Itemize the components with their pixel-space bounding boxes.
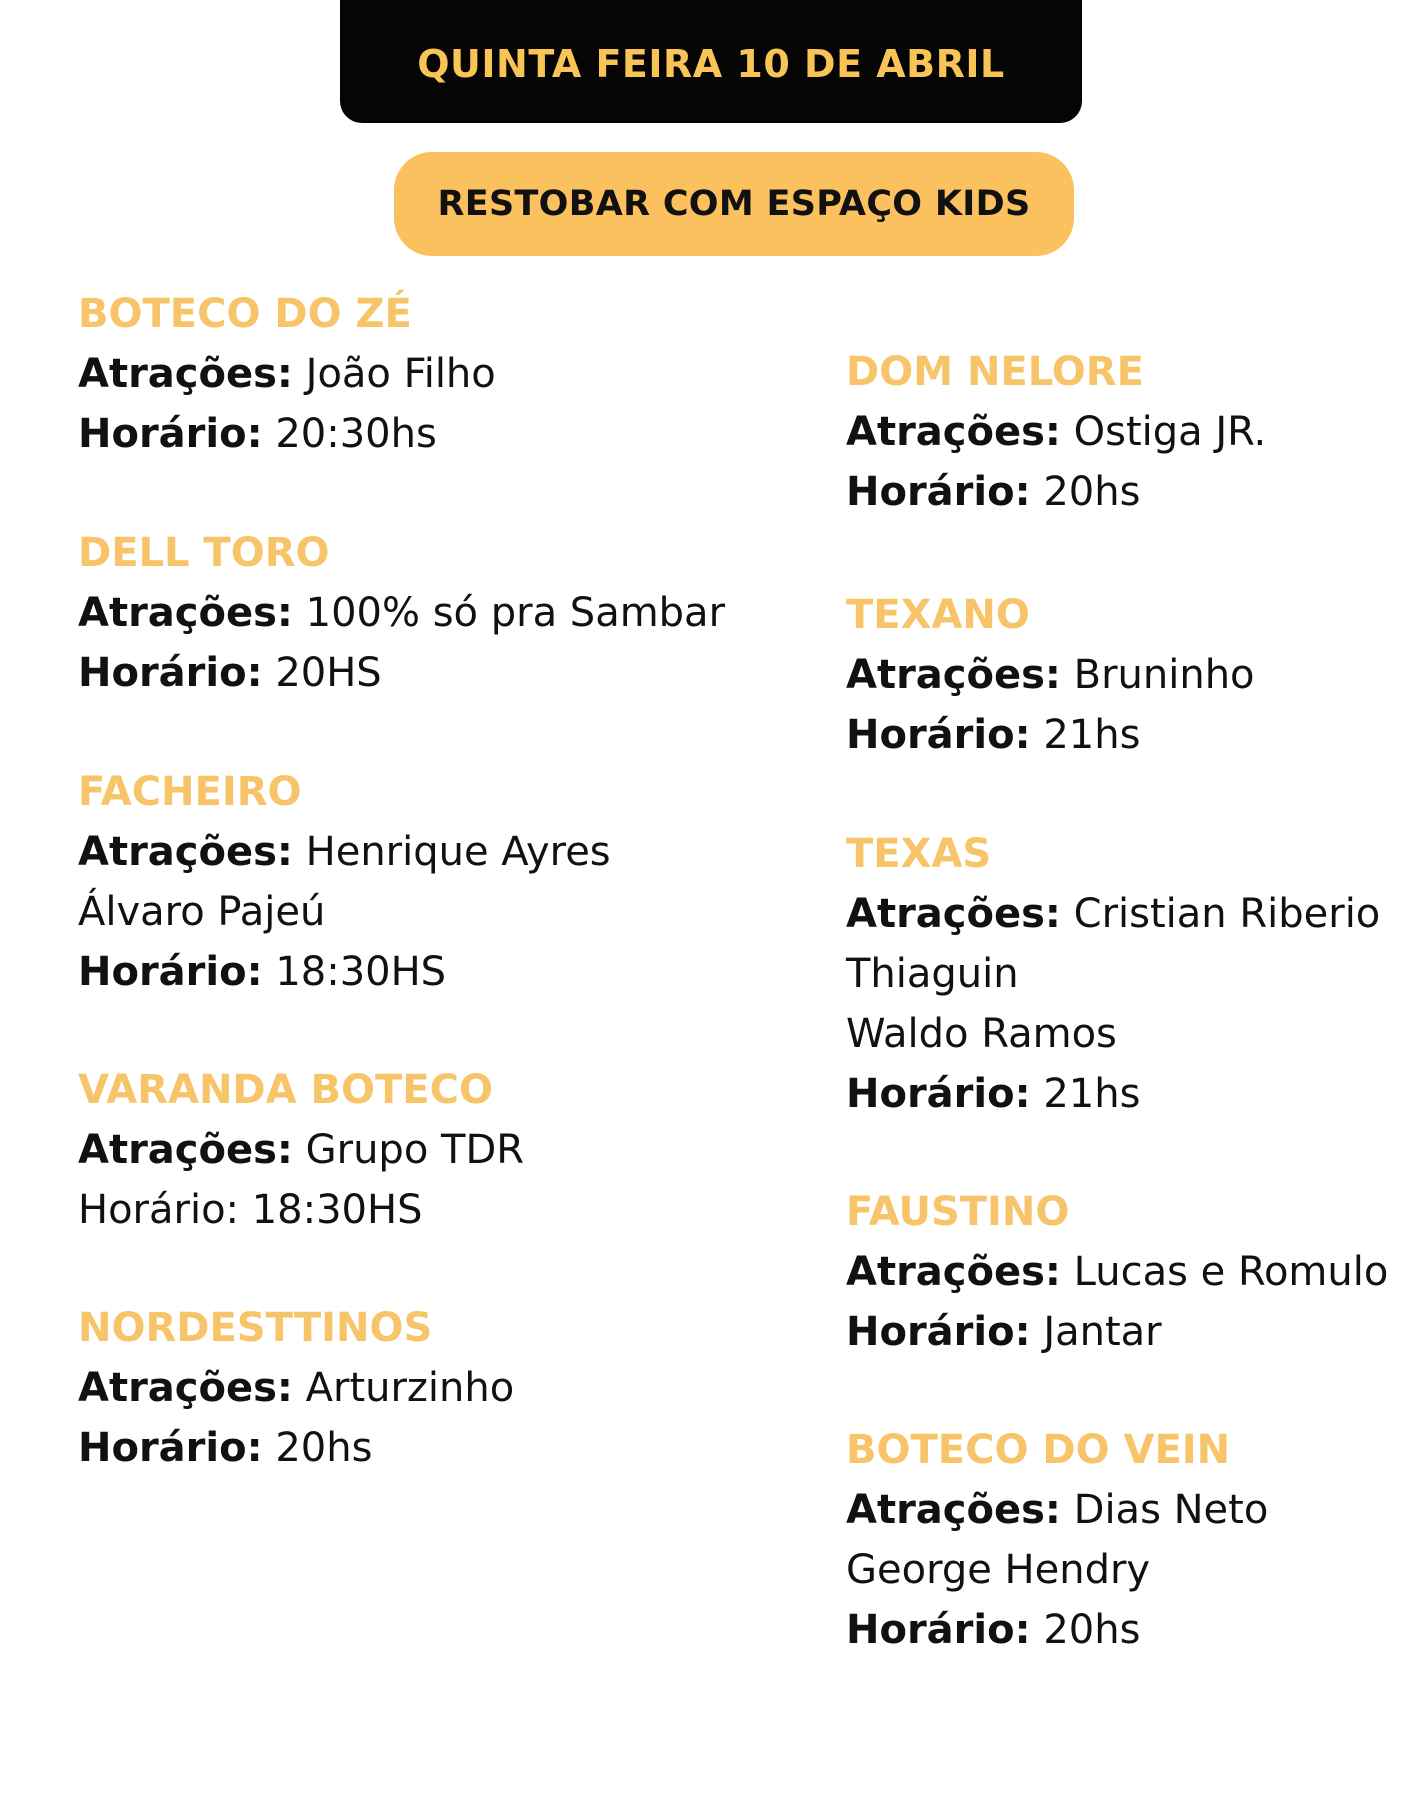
- venue-name: FAUSTINO: [846, 1189, 1070, 1235]
- attractions-line: [78, 1358, 514, 1418]
- venue-boteco-do-ze: [78, 284, 496, 464]
- schedule-value: 20hs: [1043, 469, 1141, 515]
- schedule-line: Horário: 18:30HS: [78, 1187, 423, 1233]
- schedule-label: Horário:: [78, 650, 263, 696]
- venue-name: TEXANO: [846, 592, 1030, 638]
- attractions-label: Atrações:: [846, 409, 1061, 455]
- attractions-line: [846, 645, 1255, 705]
- attractions-label: Atrações:: [846, 1249, 1061, 1295]
- attractions-value: Arturzinho: [305, 1365, 515, 1411]
- attractions-value: Dias Neto: [1073, 1487, 1269, 1533]
- schedule-line: [846, 705, 1255, 765]
- schedule-value: 20HS: [275, 650, 382, 696]
- venue-dom-nelore: [846, 342, 1266, 522]
- schedule-value: 20:30hs: [275, 411, 437, 457]
- venue-facheiro: [78, 762, 611, 1002]
- attractions-value: Grupo TDR: [305, 1127, 525, 1173]
- attractions-line: [846, 1242, 1388, 1302]
- attractions-label: Atrações:: [78, 590, 293, 636]
- attractions-line: [78, 822, 611, 882]
- attractions-label: Atrações:: [846, 652, 1061, 698]
- attractions-value: Lucas e Romulo: [1073, 1249, 1389, 1295]
- schedule-label: Horário:: [78, 411, 263, 457]
- attractions-label: Atrações:: [78, 351, 293, 397]
- venue-name: BOTECO DO VEIN: [846, 1427, 1231, 1473]
- attractions-value: Henrique Ayres: [305, 829, 611, 875]
- schedule-line: [78, 1418, 514, 1478]
- venue-varanda-boteco: [78, 1060, 524, 1240]
- attractions-line: [78, 583, 725, 643]
- attractions-value: João Filho: [305, 351, 496, 397]
- attractions-label: Atrações:: [846, 1487, 1061, 1533]
- schedule-line: [846, 1600, 1268, 1660]
- venue-name: VARANDA BOTECO: [78, 1067, 493, 1113]
- attractions-line: [846, 402, 1266, 462]
- subtitle-text: RESTOBAR COM ESPAÇO KIDS: [437, 184, 1031, 224]
- schedule-label: Horário:: [846, 712, 1031, 758]
- venue-name: FACHEIRO: [78, 769, 302, 815]
- schedule-label: Horário:: [846, 469, 1031, 515]
- attractions-label: Atrações:: [78, 1127, 293, 1173]
- venue-name: DOM NELORE: [846, 349, 1144, 395]
- schedule-label: Horário:: [78, 1425, 263, 1471]
- attractions-value: Ostiga JR.: [1073, 409, 1267, 455]
- attractions-value: Bruninho: [1073, 652, 1255, 698]
- venue-dell-toro: [78, 523, 725, 703]
- attractions-extra-line: Thiaguin: [846, 951, 1019, 997]
- subtitle-pill: [394, 152, 1074, 256]
- attractions-value: Cristian Riberio: [1073, 891, 1381, 937]
- attractions-value: 100% só pra Sambar: [305, 590, 726, 636]
- attractions-label: Atrações:: [846, 891, 1061, 937]
- schedule-value: 21hs: [1043, 1071, 1141, 1117]
- date-banner: [340, 0, 1082, 123]
- venue-texano: [846, 585, 1255, 765]
- venue-name: BOTECO DO ZÉ: [78, 291, 412, 337]
- schedule-line: [78, 643, 725, 703]
- schedule-line: [846, 1064, 1380, 1124]
- attractions-line: [78, 1120, 524, 1180]
- attractions-extra-line: Álvaro Pajeú: [78, 889, 326, 935]
- venue-texas: [846, 824, 1380, 1124]
- schedule-line: [78, 942, 611, 1002]
- attractions-extra-line: Waldo Ramos: [846, 1011, 1117, 1057]
- attractions-line: [846, 1480, 1268, 1540]
- schedule-label: Horário:: [846, 1607, 1031, 1653]
- attractions-extra-line: George Hendry: [846, 1547, 1151, 1593]
- attractions-line: [78, 344, 496, 404]
- venue-boteco-do-vein: [846, 1420, 1268, 1660]
- schedule-value: 21hs: [1043, 712, 1141, 758]
- venue-name: NORDESTTINOS: [78, 1305, 433, 1351]
- schedule-value: 20hs: [275, 1425, 373, 1471]
- venue-name: TEXAS: [846, 831, 992, 877]
- attractions-label: Atrações:: [78, 829, 293, 875]
- schedule-value: 20hs: [1043, 1607, 1141, 1653]
- schedule-label: Horário:: [846, 1309, 1031, 1355]
- schedule-label: Horário:: [78, 949, 263, 995]
- schedule-line: [846, 1302, 1388, 1362]
- schedule-value: 18:30HS: [275, 949, 447, 995]
- schedule-line: [846, 462, 1266, 522]
- attractions-label: Atrações:: [78, 1365, 293, 1411]
- schedule-line: [78, 404, 496, 464]
- venue-name: DELL TORO: [78, 530, 330, 576]
- attractions-line: [846, 884, 1380, 944]
- schedule-label: Horário:: [846, 1071, 1031, 1117]
- date-title: QUINTA FEIRA 10 DE ABRIL: [417, 41, 1005, 86]
- schedule-value: Jantar: [1043, 1309, 1162, 1355]
- venue-faustino: [846, 1182, 1388, 1362]
- venue-nordesttinos: [78, 1298, 514, 1478]
